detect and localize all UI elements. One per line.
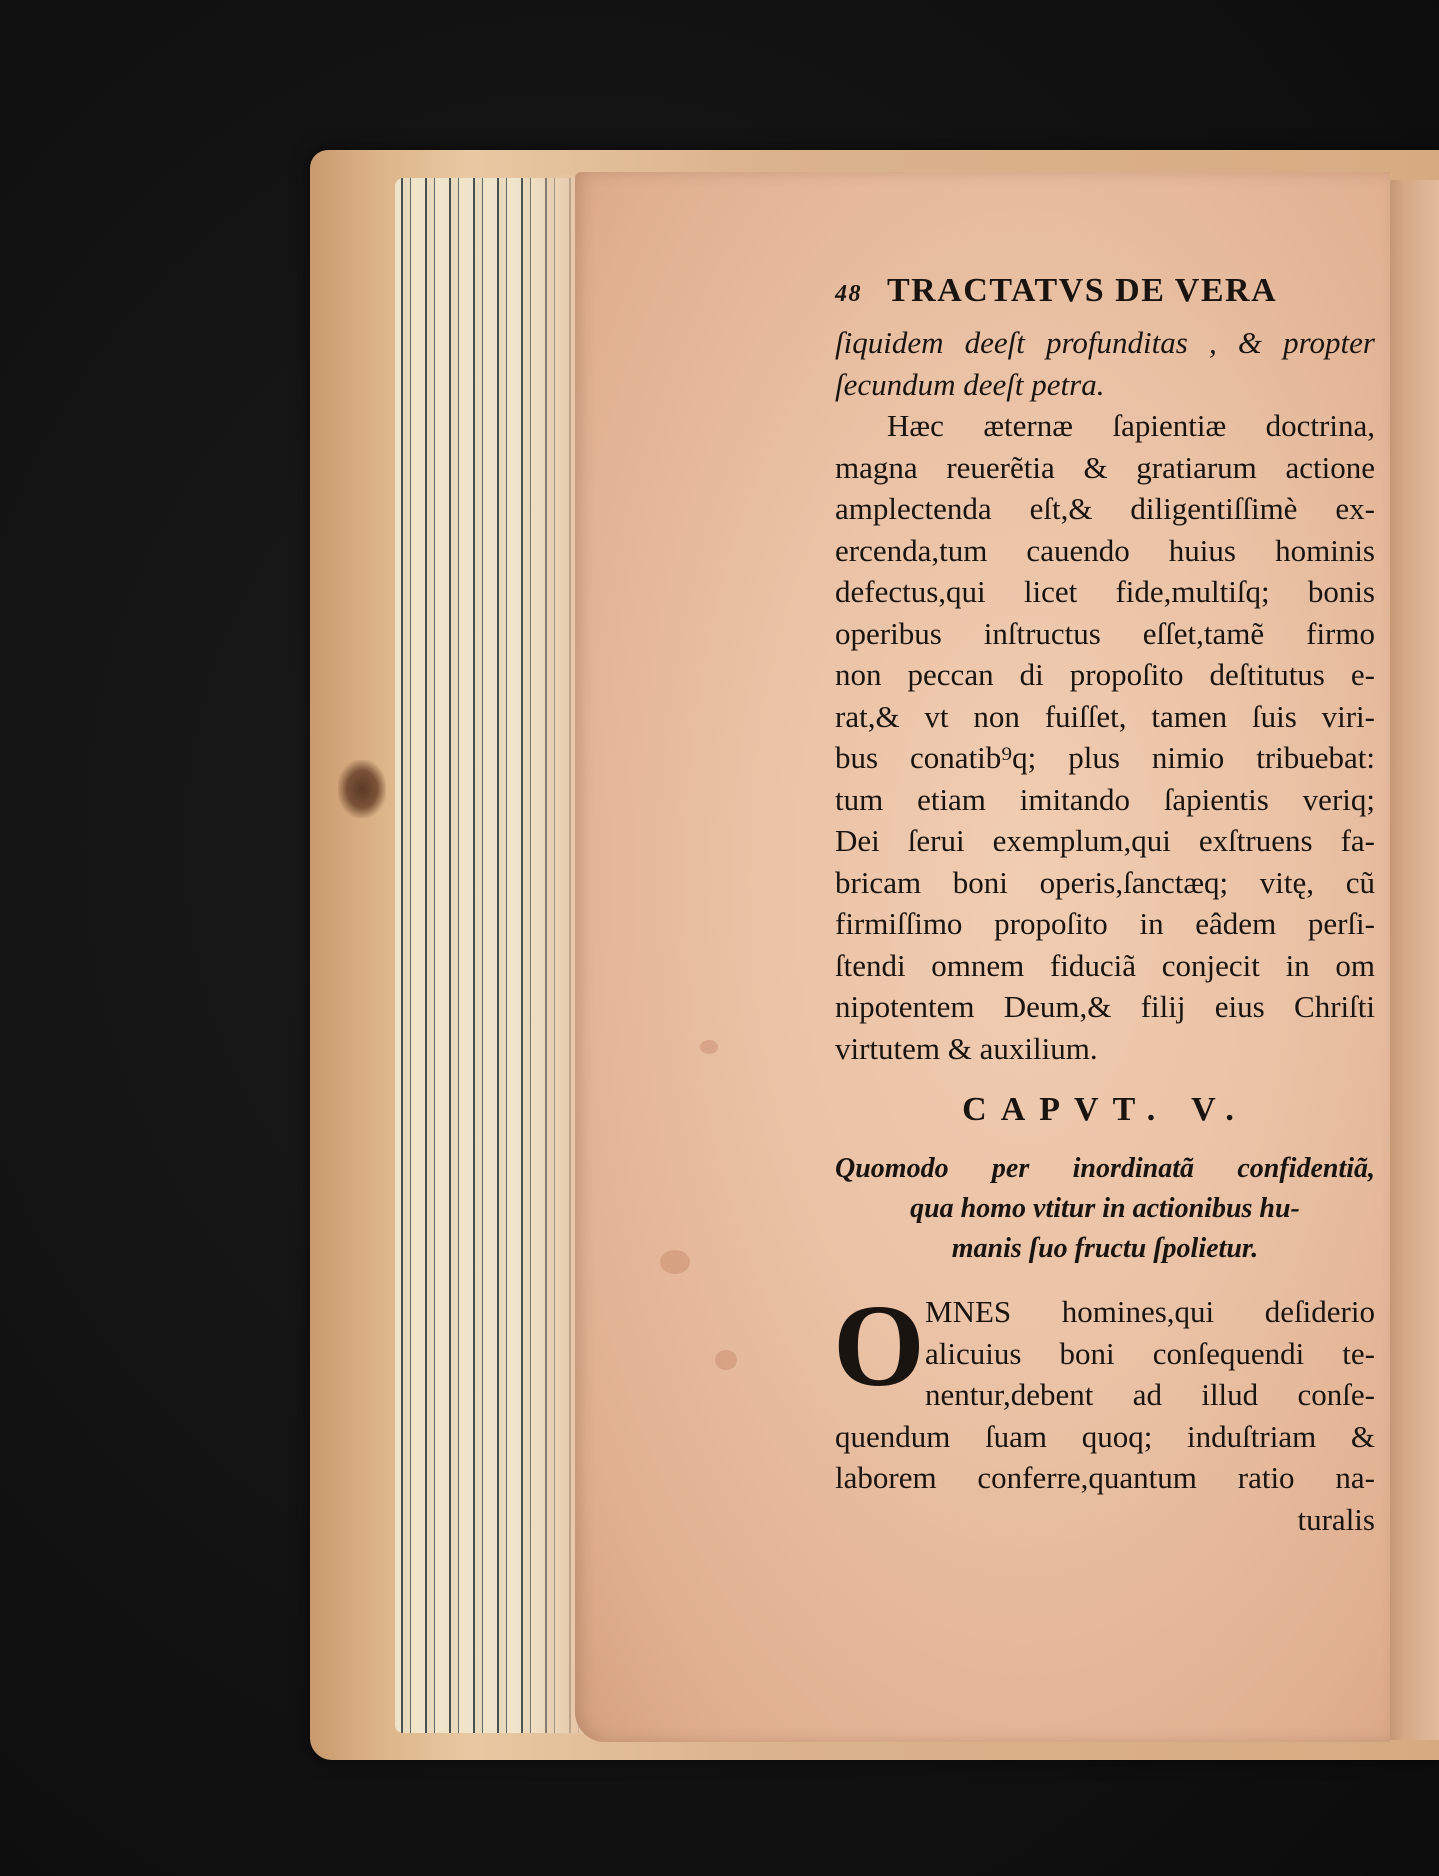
foxing-spot xyxy=(660,1250,690,1274)
chapter-summary-line: qua homo vtitur in actionibus hu- xyxy=(910,1193,1300,1224)
text-line: MNES homines,qui deſiderio xyxy=(925,1294,1375,1329)
drop-cap-initial: O xyxy=(833,1280,925,1411)
cover-stain xyxy=(338,760,386,818)
text-line: rat,& vt non fuiſſet, tamen ſuis viri- xyxy=(835,698,1375,734)
folio-number: 48 xyxy=(835,281,862,307)
text-line: bricam boni operis,ſanctæq; vitę, cũ xyxy=(835,864,1375,900)
chapter-opening xyxy=(833,1280,1375,1416)
running-head-title: TRACTATVS DE VERA xyxy=(887,272,1278,309)
text-line: non peccan di propoſito deſtitutus e- xyxy=(835,657,1375,692)
foxing-spot xyxy=(700,1040,718,1054)
text-line: virtutem & auxilium. xyxy=(835,1030,1098,1066)
text-line: tum etiam imitando ſapientis veriq; xyxy=(835,781,1375,817)
text-line: amplectenda eſt,& diligentiſſimè ex- xyxy=(835,491,1375,526)
text-line: nentur,debent ad illud conſe- xyxy=(925,1377,1375,1412)
text-line: defectus,qui licet fide,multiſq; bonis xyxy=(835,574,1375,609)
text-line: bus conatib⁹q; plus nimio tribuebat: xyxy=(835,740,1375,775)
text-line: firmiſſimo propoſito in eâdem perſi- xyxy=(835,906,1375,941)
text-line: ercenda,tum cauendo huius hominis xyxy=(835,532,1375,568)
text-line: alicuius boni conſequendi te- xyxy=(925,1335,1375,1371)
chapter-summary-line: manis ſuo fructu ſpolietur. xyxy=(951,1233,1259,1264)
page-text-block xyxy=(835,272,1375,1540)
catchword: turalis xyxy=(1297,1501,1375,1537)
text-line: Hæc æternæ ſapientiæ doctrina, xyxy=(887,408,1375,443)
text-line: ſtendi omnem fiduciã conjecit in om xyxy=(835,947,1375,983)
text-line: ſecundum deeſt petra. xyxy=(835,366,1105,402)
text-line: ſiquidem deeſt profunditas , & propter xyxy=(835,325,1375,360)
foxing-spot xyxy=(715,1350,737,1370)
chapter-summary-line: Quomodo per inordinatã confidentiã, xyxy=(835,1153,1375,1184)
text-line: laborem conferre,quantum ratio na- xyxy=(835,1460,1375,1495)
text-line: operibus inſtructus eſſet,tamẽ firmo xyxy=(835,615,1375,651)
text-line: nipotentem Deum,& filij eius Chriſti xyxy=(835,989,1375,1024)
text-line: Dei ſerui exemplum,qui exſtruens fa- xyxy=(835,823,1375,858)
text-line: magna reuerẽtia & gratiarum actione xyxy=(835,449,1375,485)
running-head xyxy=(835,272,1375,316)
chapter-heading: CAPVT. V. xyxy=(962,1091,1248,1128)
text-line: quendum ſuam quoq; induſtriam & xyxy=(835,1418,1375,1454)
